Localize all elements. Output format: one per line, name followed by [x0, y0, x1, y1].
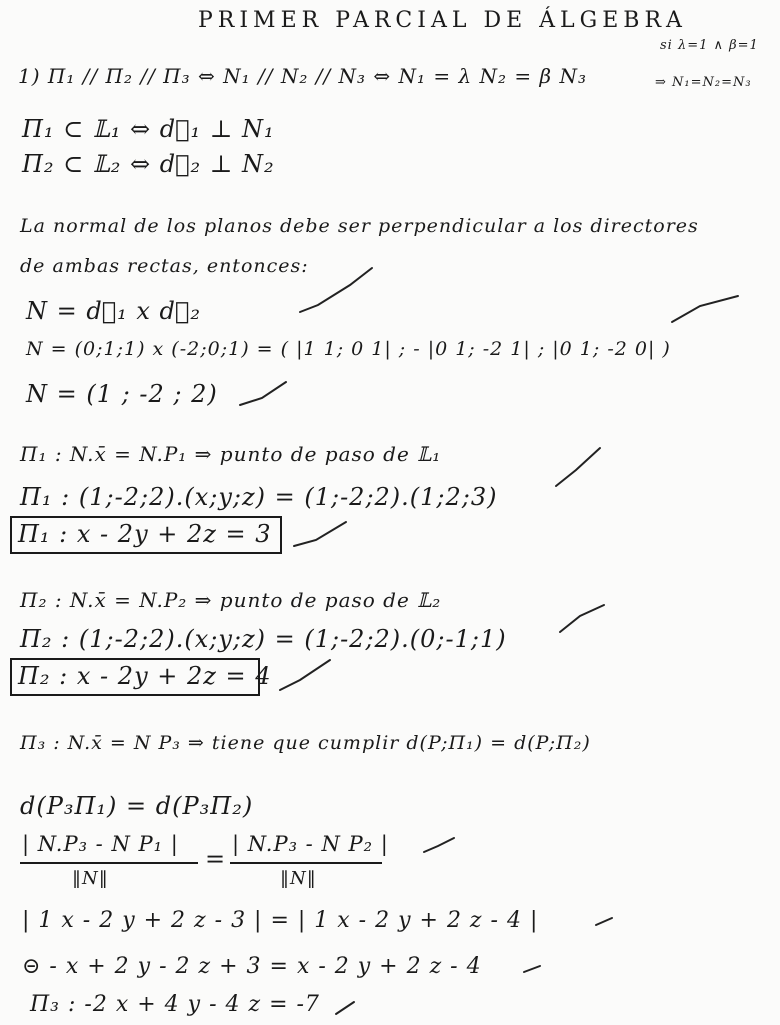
normal-cross-product: N = d⃗₁ x d⃗₂: [26, 297, 201, 325]
fraction-right-numerator: | N.P₃ - N P₂ |: [232, 832, 389, 856]
fraction-left-bar: [20, 862, 198, 864]
normal-determinant: N = (0;1;1) x (-2;0;1) = ( |1 1; 0 1| ; - |0 1; -2 1| ; |0 1; -2 0| ): [26, 338, 671, 360]
plane2-result: Π₂ : x - 2y + 2z = 4: [18, 662, 272, 690]
check-mark-negative: [524, 966, 540, 972]
exam-title: PRIMER PARCIAL DE ÁLGEBRA: [198, 8, 687, 33]
negative-case-equation: ⊝ - x + 2 y - 2 z + 3 = x - 2 y + 2 z - 4: [22, 954, 482, 979]
plane2-substitution: Π₂ : (1;-2;2).(x;y;z) = (1;-2;2).(0;-1;1): [20, 625, 507, 653]
fraction-right-bar: [230, 862, 382, 864]
normal-result: N = (1 ; -2 ; 2): [26, 380, 218, 408]
fraction-left-numerator: | N.P₃ - N P₁ |: [22, 832, 179, 856]
check-mark-absolute: [596, 918, 612, 925]
plane3-definition: Π₃ : N.x̄ = N P₃ ⇒ tiene que cumplir d(P;Π₁) = d(P;Π₂): [20, 732, 591, 754]
absolute-value-equation: | 1 x - 2 y + 2 z - 3 | = | 1 x - 2 y + 2 z - 4 |: [22, 908, 539, 933]
fraction-left-denominator: ‖N‖: [72, 868, 109, 889]
prose-line-1: La normal de los planos debe ser perpendicular a los directores: [20, 215, 699, 237]
condition-line-1: Π₁ ⊂ 𝕃₁ ⇔ d⃗₁ ⊥ N₁: [22, 115, 275, 143]
prose-line-2: de ambas rectas, entonces:: [20, 255, 309, 277]
plane2-definition: Π₂ : N.x̄ = N.P₂ ⇒ punto de paso de 𝕃₂: [20, 588, 442, 612]
side-note-result: ⇒ N₁=N₂=N₃: [655, 75, 752, 90]
check-mark-normal: [300, 268, 372, 312]
check-mark-final: [336, 1002, 354, 1014]
check-mark-plane2: [560, 605, 604, 632]
check-mark-plane1-box: [294, 522, 346, 546]
side-note-condition: si λ=1 ∧ β=1: [660, 38, 759, 53]
condition-line-2: Π₂ ⊂ 𝕃₂ ⇔ d⃗₂ ⊥ N₂: [22, 150, 275, 178]
fraction-right-denominator: ‖N‖: [280, 868, 317, 889]
check-mark-plane2-box: [280, 660, 330, 690]
check-mark-normal-result: [240, 382, 286, 405]
plane1-result: Π₁ : x - 2y + 2z = 3: [18, 520, 272, 548]
distance-equality: d(P₃Π₁) = d(P₃Π₂): [20, 792, 254, 820]
fraction-equals: =: [205, 845, 227, 873]
plane1-substitution: Π₁ : (1;-2;2).(x;y;z) = (1;-2;2).(1;2;3): [20, 483, 498, 511]
parallel-condition: 1) Π₁ // Π₂ // Π₃ ⇔ N₁ // N₂ // N₃ ⇔ N₁ = λ N₂ = β N₃: [18, 64, 587, 88]
check-mark-determinant: [672, 296, 738, 322]
plane3-final-equation: Π₃ : -2 x + 4 y - 4 z = -7: [30, 992, 320, 1017]
plane1-definition: Π₁ : N.x̄ = N.P₁ ⇒ punto de paso de 𝕃₁: [20, 442, 442, 466]
check-mark-plane1: [556, 448, 600, 486]
check-mark-fraction: [424, 838, 454, 852]
